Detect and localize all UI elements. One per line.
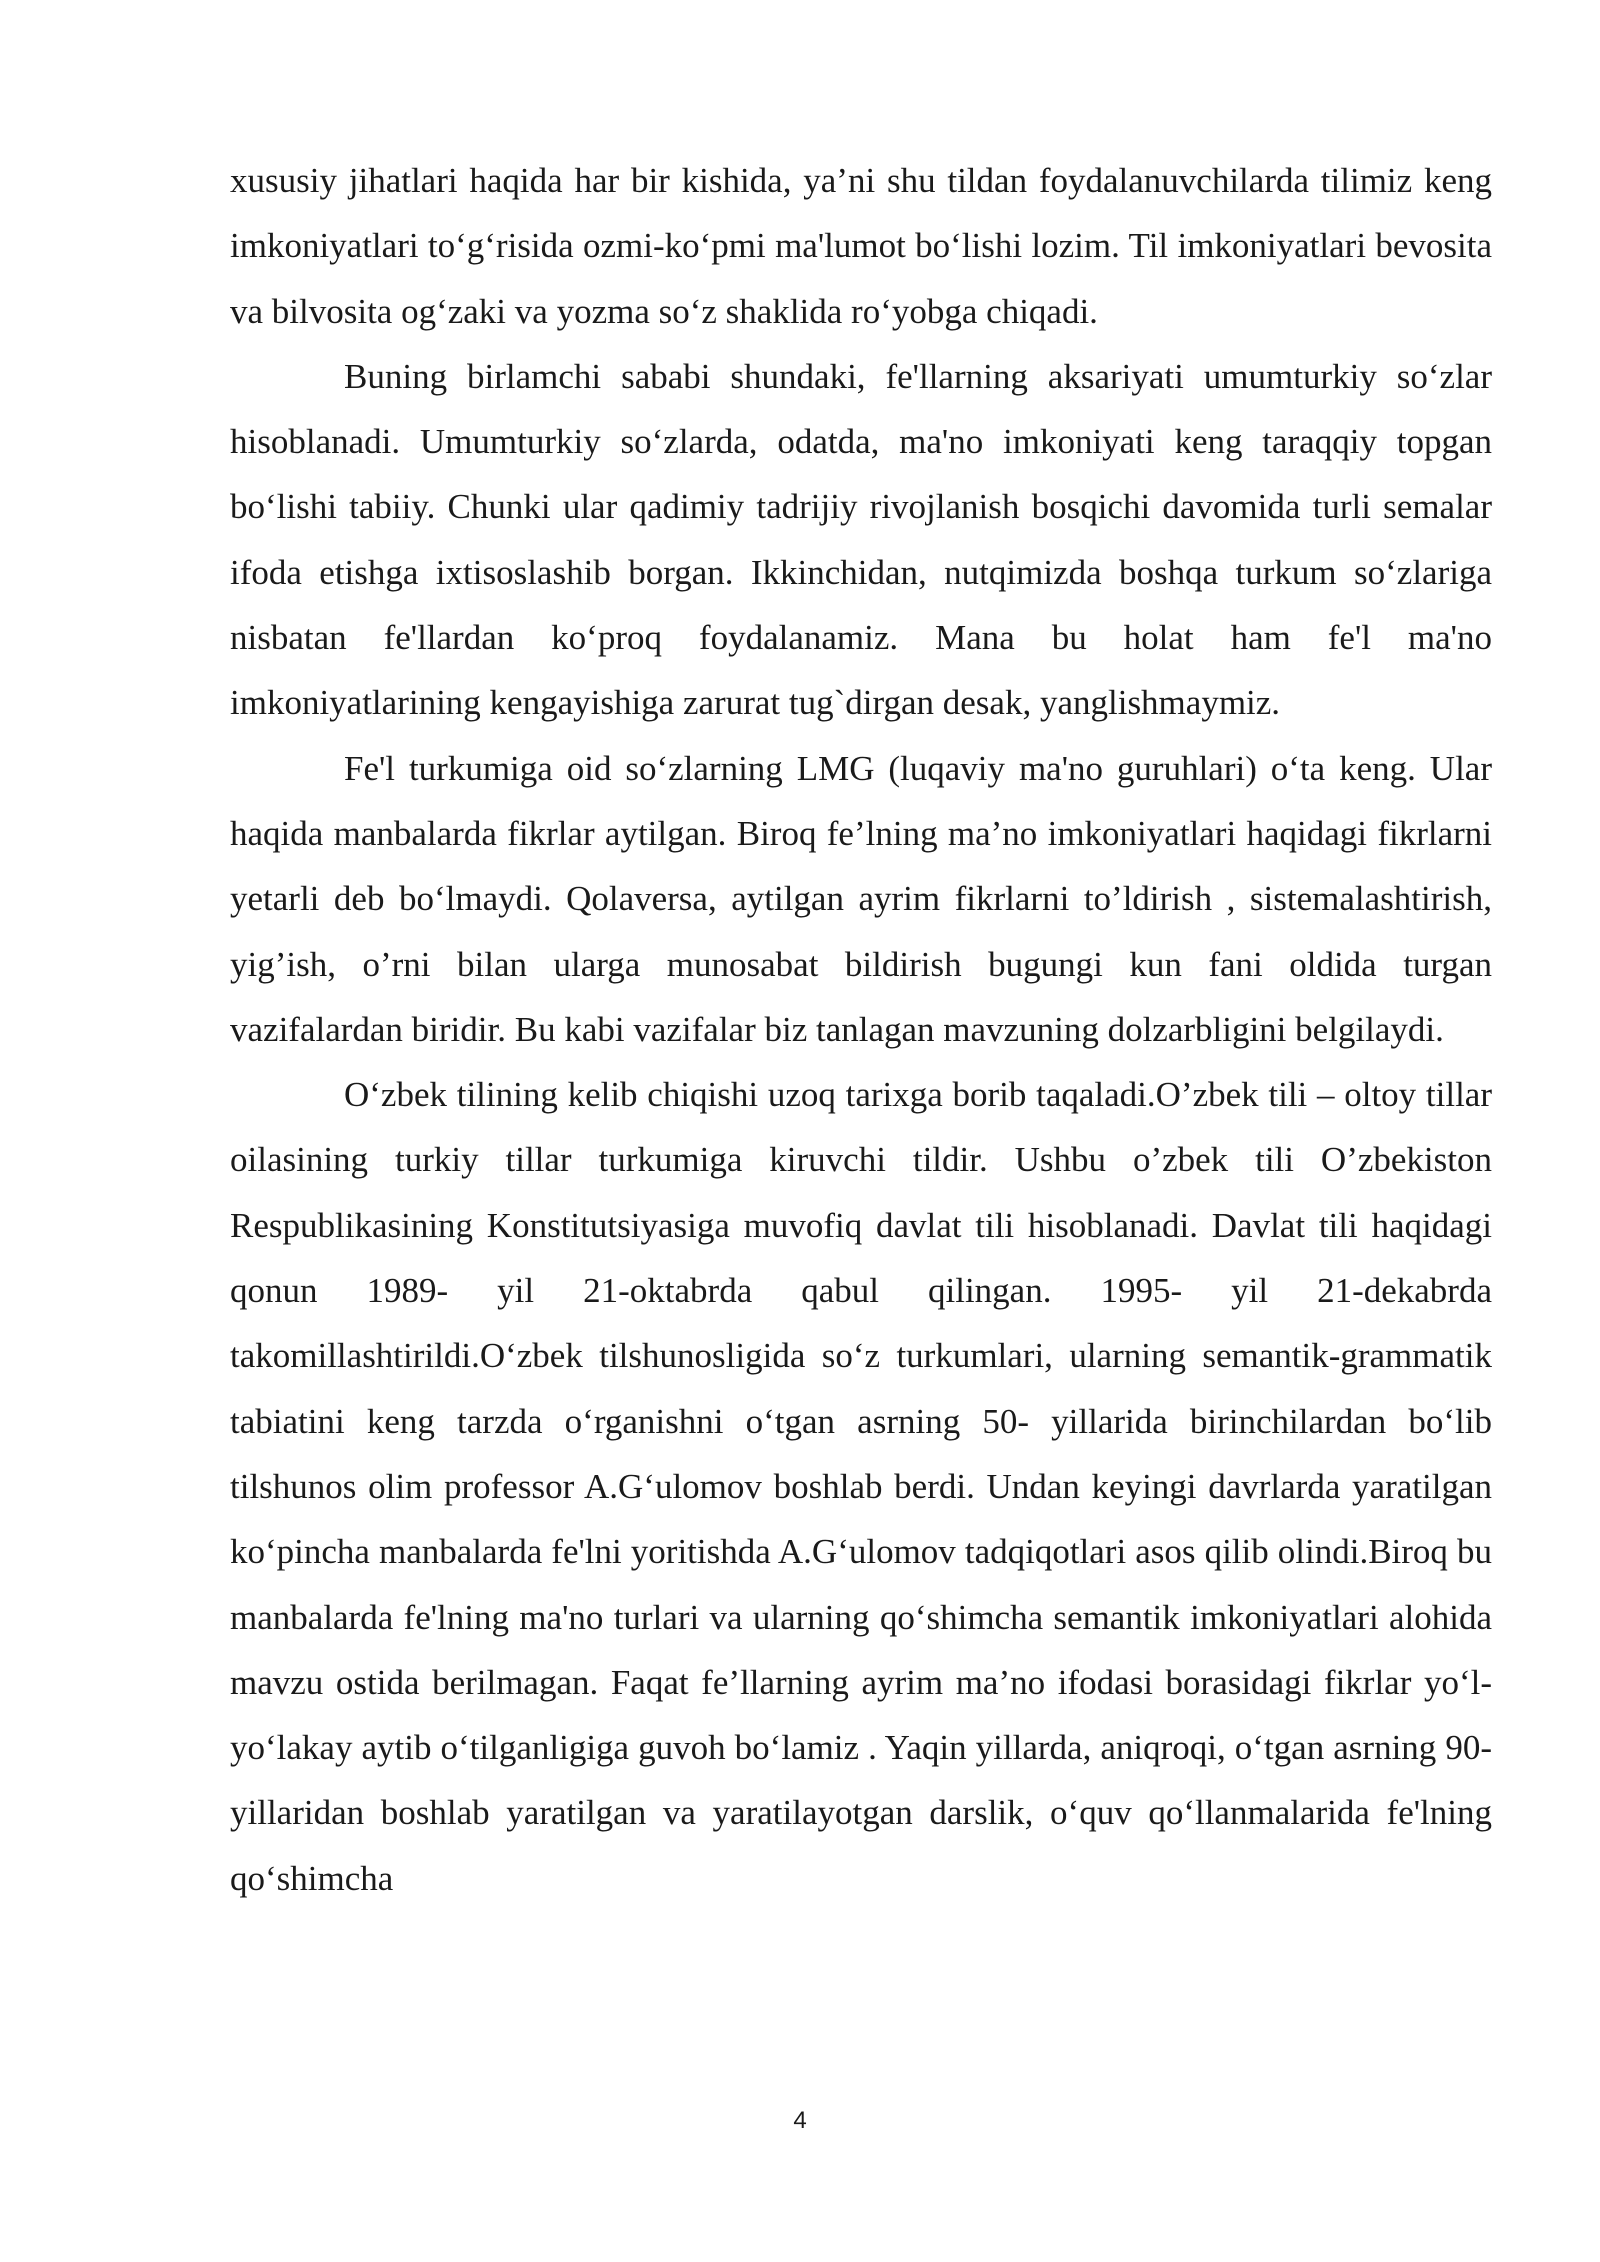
paragraph-2: Buning birlamchi sababi shundaki, fe'llarning aksariyati umumturkiy so‘zlar hisoblanadi. Umumturkiy so‘zlarda, odatda, ma'no imkoniyati keng taraqqiy topgan bo‘lishi tabiiy. Chunki ular qadimiy tadrijiy rivojlanish bosqichi davomida turli semalar ifoda etishga ixtisoslashib borgan. Ikkinchidan, nutqimizda boshqa turkum so‘zlariga nisbatan fe'llardan ko‘proq foydalanamiz. Mana bu holat ham fe'l ma'no imkoniyatlarining kengayishiga zarurat tug`dirgan desak, yanglishmaymiz.	[230, 356, 1492, 723]
paragraph-1: xususiy jihatlari haqida har bir kishida, ya’ni shu tildan foydalanuvchilarda tilimiz keng imkoniyatlari to‘g‘risida ozmi-ko‘pmi ma'lumot bo‘lishi lozim. Til imkoniyatlari bevosita va bilvosita og‘zaki va yozma so‘z shaklida ro‘yobga chiqadi.	[230, 161, 1492, 331]
paragraph-4: O‘zbek tilining kelib chiqishi uzoq tarixga borib taqaladi.O’zbek tili – oltoy tillar oilasining turkiy tillar turkumiga kiruvchi tildir. Ushbu o’zbek tili O’zbekiston Respublikasining Konstitutsiyasiga muvofiq davlat tili hisoblanadi. Davlat tili haqidagi qonun 1989- yil 21-oktabrda qabul qilingan. 1995- yil 21-dekabrda takomillashtirildi.O‘zbek tilshunosligida so‘z turkumlari, ularning semantik-grammatik tabiatini keng tarzda o‘rganishni o‘tgan asrning 50- yillarida birinchilardan bo‘lib tilshunos olim professor A.G‘ulomov boshlab berdi. Undan keyingi davrlarda yaratilgan ko‘pincha manbalarda fe'lni yoritishda A.G‘ulomov tadqiqotlari asos qilib olindi.Biroq bu manbalarda fe'lning ma'no turlari va ularning qo‘shimcha semantik imkoniyatlari alohida mavzu ostida berilmagan. Faqat fe’llarning ayrim ma’no ifodasi borasidagi fikrlar yo‘l-yo‘lakay aytib o‘tilganligiga guvoh bo‘lamiz . Yaqin yillarda, aniqroqi, o‘tgan asrning 90-yillaridan boshlab yaratilgan va yaratilayotgan darslik, o‘quv qo‘llanmalarida fe'lning qo‘shimcha	[230, 1075, 1492, 1898]
paragraph-3: Fe'l turkumiga oid so‘zlarning LMG (luqaviy ma'no guruhlari) o‘ta keng. Ular haqida manbalarda fikrlar aytilgan. Biroq fe’lning ma’no imkoniyatlari haqidagi fikrlarni yetarli deb bo‘lmaydi. Qolaversa, aytilgan ayrim fikrlarni to’ldirish , sistemalashtirish, yig’ish, o’rni bilan ularga munosabat bildirish bugungi kun fani oldida turgan vazifalardan biridir. Bu kabi vazifalar biz tanlagan mavzuning dolzarbligini belgilaydi.	[230, 748, 1492, 1049]
page-number: 4	[793, 2107, 807, 2134]
document-body	[230, 148, 1492, 1911]
